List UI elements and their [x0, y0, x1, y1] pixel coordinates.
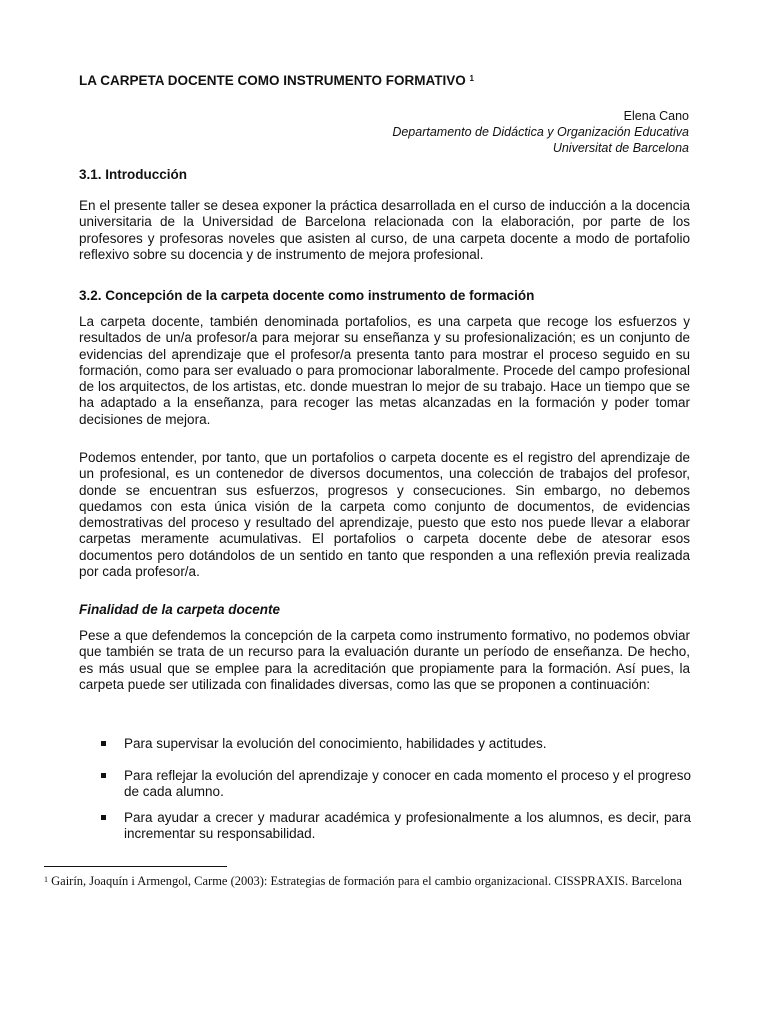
subsection-heading-finalidad: Finalidad de la carpeta docente — [79, 602, 281, 617]
bullet-text: Para ayudar a crecer y madurar académica y profesionalmente a los alumnos, es decir, para incrementar su responsabilidad. — [124, 810, 691, 842]
author-block — [392, 108, 689, 156]
bullet-text: Para reflejar la evolución del aprendizaje y conocer en cada momento el proceso y el progreso de cada alumno. — [124, 768, 691, 800]
author-university: Universitat de Barcelona — [552, 141, 689, 155]
bullet-item — [101, 768, 691, 801]
title-text: LA CARPETA DOCENTE COMO INSTRUMENTO FORMATIVO — [79, 73, 466, 88]
bullet-square-icon — [101, 773, 106, 778]
footnote-divider — [44, 866, 227, 867]
author-name: Elena Cano — [623, 109, 689, 123]
footnote-number: 1 — [44, 875, 48, 884]
section-heading-concepcion: 3.2. Concepción de la carpeta docente como instrumento de formación — [79, 288, 535, 303]
paragraph-finalidad: Pese a que defendemos la concepción de la carpeta como instrumento formativo, no podemos obviar que también se trata de un recurso para la evaluación durante un período de enseñanza. De hecho, es más usual que se emplee para la acreditación que propiamente para la formación. Así pues, la carpeta puede ser utilizada con finalidades diversas, como las que se proponen a continuación: — [79, 628, 690, 692]
footnote — [44, 873, 684, 889]
bullet-square-icon — [101, 815, 106, 820]
section-heading-introduccion: 3.1. Introducción — [79, 167, 188, 182]
document-title — [79, 72, 699, 90]
paragraph-concepcion-2: Podemos entender, por tanto, que un portafolios o carpeta docente es el registro del aprendizaje de un profesional, es un contenedor de diversos documentos, una colección de trabajos del profesor, donde se encuentran sus esfuerzos, progresos y consecuciones. Sin embargo, no debemos quedamos con esta única visión de la carpeta como conjunto de documentos, de evidencias demostrativas del proceso y resultado del aprendizaje, puesto que esto nos puede llevar a elaborar carpetas meramente acumulativas. El portafolios o carpeta docente debe de atesorar esos documentos pero dotándolos de un sentido en tanto que responden a una reflexión previa realizada por cada profesor/a. — [79, 450, 690, 580]
paragraph-concepcion-1: La carpeta docente, también denominada portafolios, es una carpeta que recoge los esfuerzos y resultados de un/a profesor/a para mejorar su enseñanza y su profesionalización; es un conjunto de evidencias del aprendizaje que el profesor/a presenta tanto para mostrar el proceso seguido en su formación, como para ser evaluado o para promocionar laboralmente. Procede del campo profesional de los arquitectos, de los artistas, etc. donde muestran lo mejor de su trabajo. Hace un tiempo que se ha adaptado a la enseñanza, para recoger las metas alcanzadas en la formación y poder tomar decisiones de mejora. — [79, 314, 690, 427]
title-footnote-ref: 1 — [469, 74, 474, 83]
bullet-item — [101, 736, 691, 752]
author-department: Departamento de Didáctica y Organización Educativa — [392, 125, 689, 139]
footnote-text: Gairín, Joaquín i Armengol, Carme (2003): Estrategias de formación para el cambio organizacional. CISSPRAXIS. Barcelona — [51, 874, 682, 888]
bullet-text: Para supervisar la evolución del conocimiento, habilidades y actitudes. — [124, 736, 547, 751]
bullet-square-icon — [101, 741, 106, 746]
bullet-item — [101, 810, 691, 843]
paragraph-introduccion: En el presente taller se desea exponer la práctica desarrollada en el curso de inducción a la docencia universitaria de la Universidad de Barcelona relacionada con la elaboración, por parte de los profesores y profesoras noveles que asisten al curso, de una carpeta docente a modo de portafolio reflexivo sobre su docencia y de instrumento de mejora profesional. — [79, 198, 690, 262]
